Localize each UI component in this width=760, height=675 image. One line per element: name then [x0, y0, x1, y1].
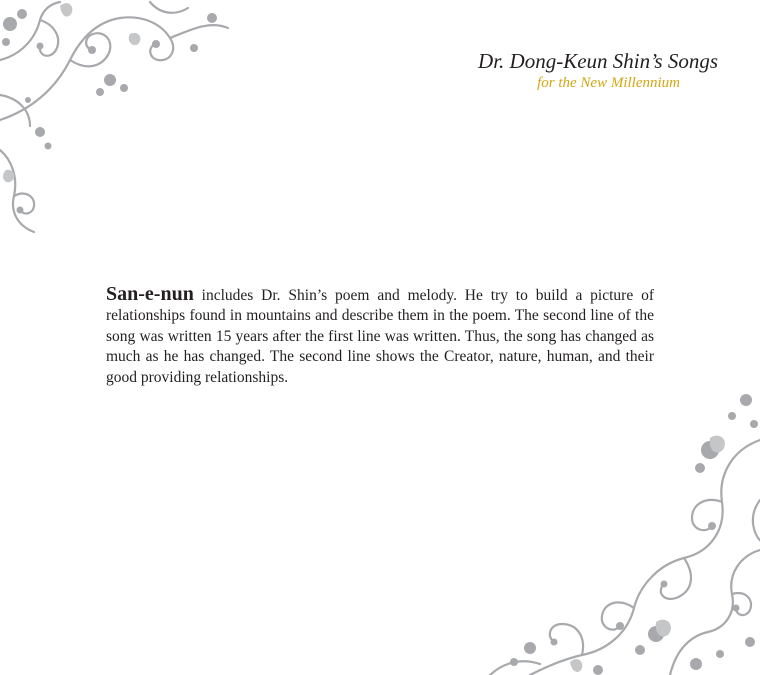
description-text: includes Dr. Shin’s poem and melody. He try to build a picture of relationships found in mountains and describe them in the poem. The second line of the song was written 15 years after the first line was written. Thus, the song has changed as much as he has changed. The second line shows the Creator, nature, human, and their good providing relationships. — [106, 286, 654, 386]
song-description — [106, 284, 654, 389]
page-title: Dr. Dong-Keun Shin’s Songs — [478, 49, 718, 73]
page-header — [478, 48, 718, 92]
song-title: San-e-nun — [106, 282, 194, 305]
floral-ornament-top-left — [0, 0, 240, 240]
floral-ornament-bottom-right — [470, 380, 760, 675]
page-subtitle: for the New Millennium — [537, 75, 680, 91]
